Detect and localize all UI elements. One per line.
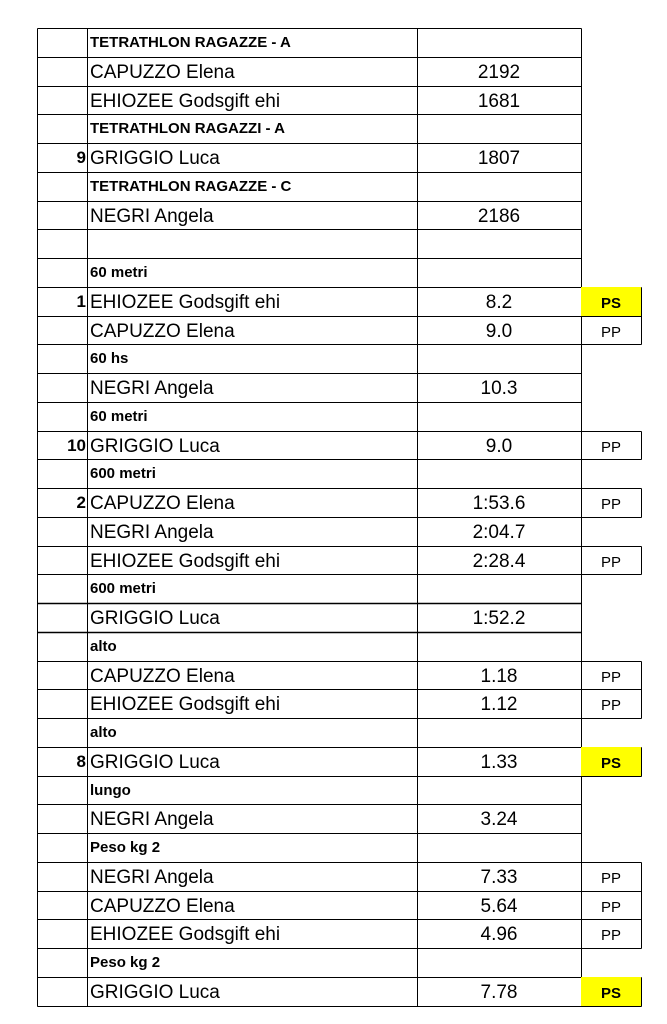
section-title: 600 metri bbox=[90, 465, 156, 483]
table-row bbox=[37, 316, 643, 345]
result-cell: 2:04.7 bbox=[472, 521, 526, 543]
rank-cell bbox=[37, 862, 87, 891]
table-row bbox=[37, 689, 643, 718]
result-cell: 3.24 bbox=[480, 809, 518, 831]
athlete-name: EHIOZEE Godsgift ehi bbox=[90, 924, 281, 946]
badge-cell: PP bbox=[600, 697, 621, 715]
section-title: 600 metri bbox=[90, 580, 156, 598]
badge-cell: PS bbox=[600, 754, 621, 772]
athlete-name: CAPUZZO Elena bbox=[90, 895, 235, 917]
badge-cell bbox=[581, 86, 641, 115]
section-title: 60 hs bbox=[90, 350, 129, 368]
table-row bbox=[37, 603, 643, 632]
rank-cell bbox=[37, 316, 87, 345]
rank-cell bbox=[37, 459, 87, 488]
rank-cell bbox=[37, 919, 87, 948]
table-row bbox=[37, 373, 643, 402]
result-cell: 7.78 bbox=[480, 981, 518, 1003]
section-title: alto bbox=[90, 637, 117, 655]
result-cell: 1681 bbox=[477, 90, 521, 112]
result-cell: 1807 bbox=[477, 148, 521, 169]
athlete-name: NEGRI Angela bbox=[90, 378, 214, 399]
section-header-row bbox=[37, 459, 643, 488]
table-row bbox=[37, 804, 643, 833]
section-header-row bbox=[37, 948, 643, 977]
result-cell bbox=[417, 344, 581, 373]
athlete-name bbox=[87, 229, 417, 258]
result-cell bbox=[417, 114, 581, 143]
result-cell: 8.2 bbox=[485, 291, 513, 313]
rank-cell: 9 bbox=[76, 148, 86, 167]
section-header-row bbox=[37, 258, 643, 287]
rank-cell bbox=[37, 574, 87, 603]
athlete-name: EHIOZEE Godsgift ehi bbox=[90, 550, 281, 572]
badge-cell bbox=[581, 57, 641, 86]
table-row bbox=[37, 201, 643, 230]
badge-cell bbox=[581, 632, 641, 661]
badge-cell bbox=[581, 28, 641, 57]
result-cell bbox=[417, 459, 581, 488]
section-title: TETRATHLON RAGAZZE - C bbox=[90, 177, 292, 195]
rank-cell bbox=[37, 546, 87, 575]
result-cell: 1.33 bbox=[480, 751, 518, 773]
rank-cell: 10 bbox=[67, 435, 86, 455]
badge-cell: PP bbox=[600, 553, 621, 571]
badge-cell bbox=[581, 603, 641, 632]
rank-cell bbox=[37, 172, 87, 201]
result-cell: 1.18 bbox=[480, 665, 518, 687]
badge-cell: PP bbox=[600, 323, 621, 341]
rank-cell bbox=[37, 891, 87, 920]
rank-cell bbox=[37, 114, 87, 143]
badge-cell bbox=[581, 776, 641, 805]
table-row bbox=[37, 517, 643, 546]
result-cell bbox=[417, 632, 581, 661]
section-title: TETRATHLON RAGAZZI - A bbox=[90, 120, 285, 138]
table-row bbox=[37, 287, 643, 316]
table-row bbox=[37, 977, 643, 1006]
rank-cell bbox=[37, 833, 87, 862]
section-title: TETRATHLON RAGAZZE - A bbox=[90, 34, 291, 51]
badge-cell: PP bbox=[600, 869, 621, 887]
athlete-name: GRIGGIO Luca bbox=[90, 751, 220, 773]
result-cell bbox=[417, 776, 581, 805]
rank-cell bbox=[37, 28, 87, 57]
table-row bbox=[37, 431, 643, 460]
rank-cell bbox=[37, 86, 87, 115]
athlete-name: NEGRI Angela bbox=[90, 866, 214, 888]
table-row bbox=[37, 747, 643, 776]
section-header-row bbox=[37, 172, 643, 201]
result-cell bbox=[417, 28, 581, 57]
section-header-row bbox=[37, 402, 643, 431]
rank-cell bbox=[37, 344, 87, 373]
badge-cell bbox=[581, 718, 641, 747]
badge-cell: PS bbox=[600, 294, 621, 312]
rank-cell bbox=[37, 517, 87, 546]
rank-cell bbox=[37, 603, 87, 632]
athlete-name: EHIOZEE Godsgift ehi bbox=[90, 291, 281, 313]
badge-cell bbox=[581, 804, 641, 833]
table-row bbox=[37, 488, 643, 517]
section-header-row bbox=[37, 28, 643, 57]
badge-cell bbox=[581, 574, 641, 603]
table-row bbox=[37, 546, 643, 575]
section-title: 60 metri bbox=[90, 407, 148, 425]
rank-cell bbox=[37, 948, 87, 977]
badge-cell: PS bbox=[600, 984, 621, 1002]
table-row bbox=[37, 661, 643, 690]
result-cell: 9.0 bbox=[485, 320, 513, 342]
rank-cell: 8 bbox=[76, 751, 86, 771]
badge-cell bbox=[581, 459, 641, 488]
badge-cell bbox=[581, 344, 641, 373]
result-cell bbox=[417, 258, 581, 287]
result-cell: 2192 bbox=[477, 61, 521, 83]
table-row bbox=[37, 143, 643, 172]
section-title: Peso kg 2 bbox=[90, 954, 161, 971]
badge-cell bbox=[581, 402, 641, 431]
athlete-name: CAPUZZO Elena bbox=[90, 320, 235, 342]
rank-cell bbox=[37, 201, 87, 230]
rank-cell bbox=[37, 373, 87, 402]
result-cell: 4.96 bbox=[480, 924, 518, 946]
result-cell: 1.12 bbox=[480, 694, 518, 716]
athlete-name: CAPUZZO Elena bbox=[90, 493, 235, 514]
result-cell bbox=[417, 718, 581, 747]
badge-cell bbox=[581, 143, 641, 172]
rank-cell bbox=[37, 402, 87, 431]
badge-cell bbox=[581, 373, 641, 402]
badge-cell bbox=[581, 229, 641, 258]
rank-cell bbox=[37, 57, 87, 86]
section-title: Peso kg 2 bbox=[90, 839, 161, 856]
table-row bbox=[37, 86, 643, 115]
table-row bbox=[37, 891, 643, 920]
athlete-name: GRIGGIO Luca bbox=[90, 981, 220, 1003]
badge-cell: PP bbox=[600, 668, 621, 686]
badge-cell bbox=[581, 258, 641, 287]
rank-cell bbox=[37, 689, 87, 718]
section-header-row bbox=[37, 114, 643, 143]
result-cell: 9.0 bbox=[485, 435, 513, 457]
rank-cell: 2 bbox=[76, 493, 86, 512]
rank-cell bbox=[37, 661, 87, 690]
badge-cell: PP bbox=[600, 927, 621, 945]
result-cell: 2:28.4 bbox=[472, 550, 526, 572]
rank-cell bbox=[37, 229, 87, 258]
result-cell: 5.64 bbox=[480, 895, 518, 917]
athlete-name: CAPUZZO Elena bbox=[90, 61, 235, 83]
rank-cell: 1 bbox=[76, 291, 86, 311]
badge-cell bbox=[581, 114, 641, 143]
badge-cell bbox=[581, 201, 641, 230]
rank-cell bbox=[37, 718, 87, 747]
badge-cell bbox=[581, 833, 641, 862]
badge-cell bbox=[581, 948, 641, 977]
athlete-name: GRIGGIO Luca bbox=[90, 148, 220, 169]
athlete-name: NEGRI Angela bbox=[90, 521, 214, 543]
athlete-name: GRIGGIO Luca bbox=[90, 435, 220, 457]
rank-cell bbox=[37, 804, 87, 833]
section-title: lungo bbox=[90, 781, 131, 799]
section-title: 60 metri bbox=[90, 264, 148, 281]
section-header-row bbox=[37, 718, 643, 747]
rank-cell bbox=[37, 258, 87, 287]
section-header-row bbox=[37, 574, 643, 603]
result-cell bbox=[417, 402, 581, 431]
result-cell: 10.3 bbox=[480, 378, 518, 399]
table-row bbox=[37, 919, 643, 948]
athlete-name: EHIOZEE Godsgift ehi bbox=[90, 90, 281, 112]
athlete-name: NEGRI Angela bbox=[90, 809, 214, 831]
badge-cell: PP bbox=[600, 898, 621, 916]
athlete-name: EHIOZEE Godsgift ehi bbox=[90, 694, 281, 716]
badge-cell: PP bbox=[600, 438, 621, 456]
athlete-name: NEGRI Angela bbox=[90, 205, 214, 227]
table-row bbox=[37, 862, 643, 891]
rank-cell bbox=[37, 977, 87, 1006]
section-title: alto bbox=[90, 724, 117, 741]
section-header-row bbox=[37, 344, 643, 373]
result-cell bbox=[417, 229, 581, 258]
result-cell bbox=[417, 172, 581, 201]
result-cell: 2186 bbox=[477, 205, 521, 227]
badge-cell bbox=[581, 172, 641, 201]
result-cell: 1:53.6 bbox=[472, 493, 526, 514]
athlete-name: CAPUZZO Elena bbox=[90, 665, 235, 687]
table-row bbox=[37, 57, 643, 86]
rank-cell bbox=[37, 776, 87, 805]
badge-cell: PP bbox=[600, 496, 621, 513]
section-header-row bbox=[37, 776, 643, 805]
rank-cell bbox=[37, 632, 87, 661]
result-cell: 1:52.2 bbox=[472, 608, 526, 629]
badge-cell bbox=[581, 517, 641, 546]
section-header-row bbox=[37, 632, 643, 661]
table-row bbox=[37, 229, 643, 258]
result-cell bbox=[417, 948, 581, 977]
result-cell bbox=[417, 574, 581, 603]
athlete-name: GRIGGIO Luca bbox=[90, 608, 220, 629]
result-cell: 7.33 bbox=[480, 866, 518, 888]
section-header-row bbox=[37, 833, 643, 862]
result-cell bbox=[417, 833, 581, 862]
